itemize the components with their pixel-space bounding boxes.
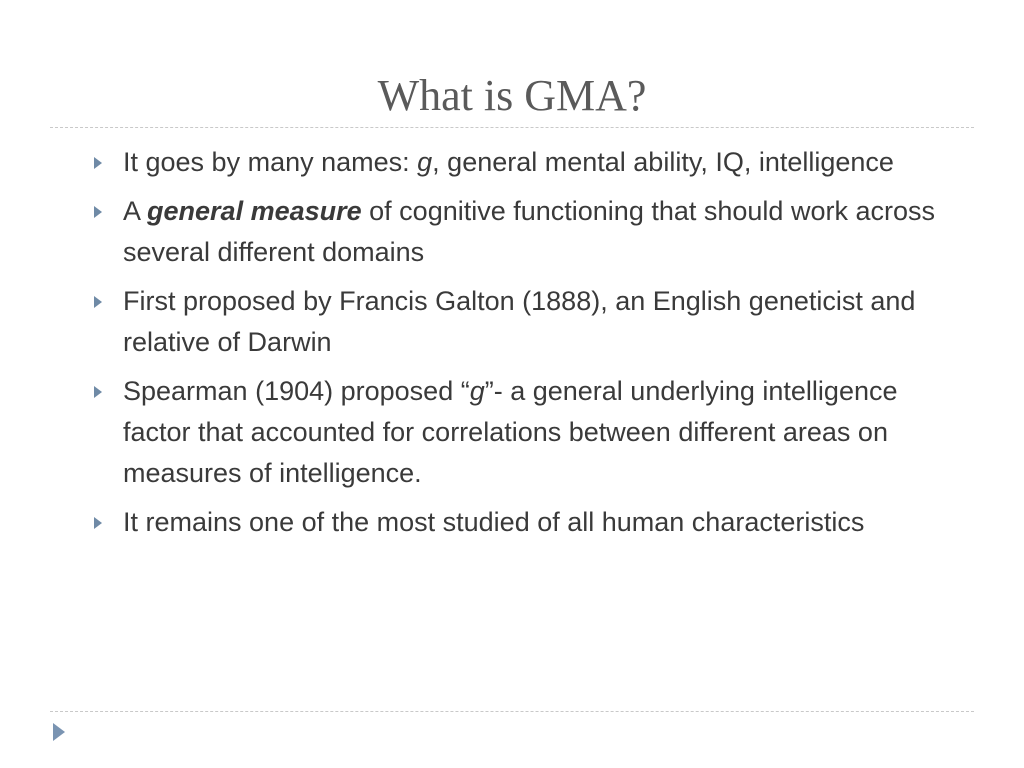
bullet-text	[123, 376, 898, 488]
bullet-item	[90, 191, 970, 273]
title-divider	[50, 127, 974, 128]
play-arrow-icon[interactable]	[53, 723, 65, 741]
bullet-text	[123, 196, 935, 267]
triangle-right-icon	[94, 517, 102, 529]
bullet-text-segment: , general mental ability, IQ, intelligence	[432, 147, 894, 177]
bullet-text-segment-italic: g	[417, 147, 433, 177]
bullet-list	[90, 142, 970, 551]
bullet-text: First proposed by Francis Galton (1888), an English geneticist and relative of Darwin	[123, 286, 916, 357]
bullet-item	[90, 142, 970, 183]
bullet-text: It remains one of the most studied of all human characteristics	[123, 507, 865, 537]
bullet-item	[90, 281, 970, 363]
bullet-text-segment: ”- a general underlying intelligence factor that accounted for correlations between different areas on measures of intelligence.	[123, 376, 898, 488]
bullet-text-segment-italic: g	[469, 376, 485, 406]
slide-title: What is GMA?	[377, 71, 647, 120]
triangle-right-icon	[94, 206, 102, 218]
footer-divider	[50, 711, 974, 712]
bullet-text-segment: of cognitive functioning that should work across several different domains	[123, 196, 935, 267]
bullet-text	[123, 147, 894, 177]
bullet-text-segment: Spearman (1904) proposed “	[123, 376, 470, 406]
bullet-text-segment: A	[123, 196, 148, 226]
triangle-right-icon	[94, 386, 102, 398]
bullet-item	[90, 371, 970, 494]
bullet-item	[90, 502, 970, 543]
bullet-text-segment-emphasis: general measure	[147, 196, 362, 226]
triangle-right-icon	[94, 157, 102, 169]
bullet-text-segment: It goes by many names:	[123, 147, 418, 177]
triangle-right-icon	[94, 296, 102, 308]
